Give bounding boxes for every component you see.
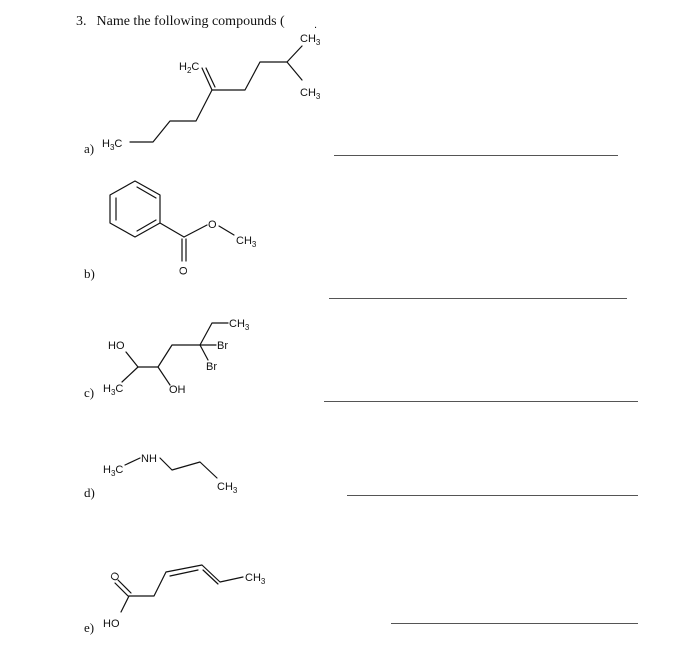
structure-e-ho: HO (103, 618, 120, 630)
structure-a-labels (102, 19, 321, 152)
part-c-label: c) (84, 385, 95, 400)
question-trailing-paren: ( (280, 14, 285, 29)
structure-e-carbonyl-1 (115, 583, 128, 596)
structure-a-ch3-top: $CH_3$ (300, 33, 321, 47)
structure-c (122, 323, 228, 385)
structure-a-methylene-bond-2 (206, 68, 215, 87)
structure-e-ho-bond (121, 596, 129, 612)
structure-c-labels (103, 318, 250, 397)
structure-b-ring-link (160, 223, 184, 237)
structure-a-h2c: $H_2C$ (179, 61, 200, 75)
structure-e-carbonyl-2 (118, 580, 131, 593)
structure-b-ring-double-3 (137, 220, 156, 231)
structure-a-mark: . (314, 19, 318, 31)
structure-e-ch3: $CH_3$ (245, 572, 266, 586)
structure-c-h3c-bond (122, 367, 138, 382)
structure-c-oh: OH (169, 384, 186, 396)
part-d-label: d) (84, 485, 95, 500)
structure-b-o-ch3-bond (219, 226, 234, 235)
structure-d-cn-bond (125, 458, 140, 465)
structure-d-h3c: $H_3C$ (103, 464, 124, 478)
structure-d-labels (103, 453, 238, 495)
structure-a (130, 46, 302, 142)
structure-c-ho-bond (126, 352, 138, 367)
structure-b-benzene-ring (110, 181, 160, 237)
structure-c-h3c: $H_3C$ (103, 383, 124, 397)
structure-c-br2: Br (206, 361, 217, 373)
structure-c-br2-bond (200, 345, 208, 360)
structure-c-oh-bond (158, 367, 170, 385)
structure-b-ch3: $CH_3$ (236, 235, 257, 249)
structure-c-ch3: $CH_3$ (229, 318, 250, 332)
part-a-label: a) (84, 141, 95, 156)
structure-e-carbonyl-oxygen: O (108, 570, 123, 584)
structure-a-branch (287, 62, 302, 80)
part-b-label: b) (84, 266, 95, 281)
structure-e (115, 565, 243, 612)
structure-c-ho: HO (108, 340, 125, 352)
structure-d-chain (160, 458, 217, 478)
structure-c-br1: Br (217, 340, 228, 352)
structure-b-oxygen: O (208, 219, 217, 231)
question-text: Name the following compounds (96, 14, 277, 29)
question-number: 3. (76, 14, 87, 29)
structure-b-co-bond (184, 225, 207, 237)
structure-a-chain (130, 46, 302, 142)
structure-a-ch3-bottom: $CH_3$ (300, 87, 321, 101)
structure-b-labels (178, 219, 257, 275)
part-e-label: e) (84, 620, 95, 635)
structure-d-ch3: $CH_3$ (217, 481, 238, 495)
structure-a-h3c: $H_3C$ (102, 138, 123, 152)
structure-e-chain (129, 565, 243, 596)
structure-d (125, 458, 217, 478)
structure-b-carbonyl-oxygen: O (178, 266, 190, 275)
structure-d-nh: NH (141, 453, 157, 465)
structure-e-double-2 (203, 570, 218, 584)
structure-b-ring-double-2 (137, 187, 156, 198)
